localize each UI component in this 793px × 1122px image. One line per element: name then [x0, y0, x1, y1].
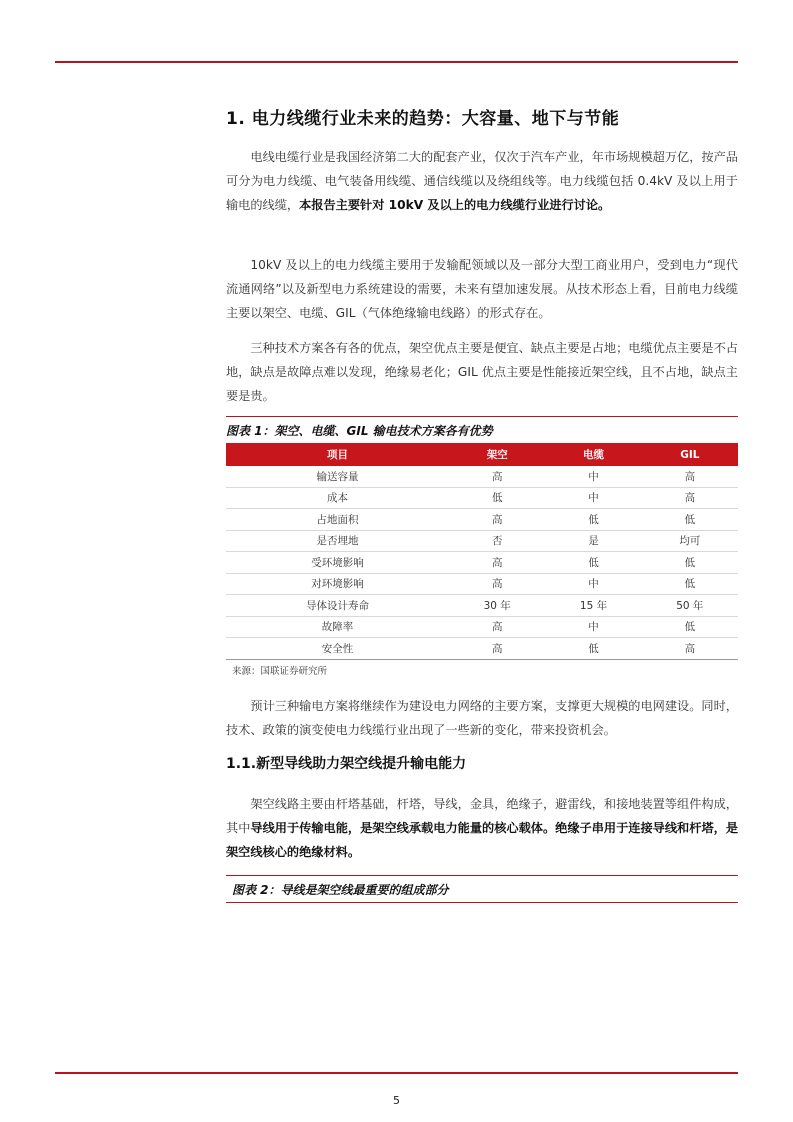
section-1-1-paragraph-1 — [226, 792, 738, 864]
table-row — [226, 487, 738, 509]
table-row — [226, 573, 738, 595]
table-cell: 高 — [449, 552, 545, 574]
table-cell: 导体设计寿命 — [226, 595, 449, 617]
table-cell: 高 — [642, 466, 738, 487]
table-cell: 50 年 — [642, 595, 738, 617]
table-cell: 否 — [449, 530, 545, 552]
table-cell: 输送容量 — [226, 466, 449, 487]
table-row — [226, 616, 738, 638]
table-header-row — [226, 443, 738, 466]
table-cell: 均可 — [642, 530, 738, 552]
table-cell: 高 — [449, 638, 545, 660]
table-cell: 低 — [545, 552, 641, 574]
table-cell: 低 — [545, 509, 641, 531]
table-row — [226, 595, 738, 617]
table-cell: 高 — [642, 487, 738, 509]
table-cell: 高 — [449, 573, 545, 595]
paragraph-emphasis: 本报告主要针对 10kV 及以上的电力线缆行业进行讨论。 — [299, 198, 611, 212]
header-cell: 项目 — [327, 449, 349, 461]
section-1-1-title: 1.1.新型导线助力架空线提升输电能力 — [226, 756, 467, 772]
table-cell: 低 — [642, 509, 738, 531]
table-row — [226, 638, 738, 660]
table-cell: 中 — [545, 573, 641, 595]
page-number: 5 — [393, 1094, 400, 1107]
section-1-title: 1. 电力线缆行业未来的趋势：大容量、地下与节能 — [226, 109, 620, 129]
table-cell: 高 — [449, 466, 545, 487]
paragraph-text: 电线电缆行业是我国经济第二大的配套产业，仅次于汽车产业，年市场规模超万亿，按产品可分为电力线缆、电气装备用线缆、通信线缆以及绕组线等。电力线缆包括 0.4kV 及以上用于输电的线缆， — [226, 150, 738, 212]
table-cell: 受环境影响 — [226, 552, 449, 574]
table-cell: 高 — [449, 509, 545, 531]
table-row — [226, 466, 738, 487]
table-cell: 中 — [545, 616, 641, 638]
table-cell: 高 — [642, 638, 738, 660]
table-cell: 15 年 — [545, 595, 641, 617]
table-cell: 占地面积 — [226, 509, 449, 531]
table-cell: 30 年 — [449, 595, 545, 617]
header-rule — [55, 61, 738, 63]
table-cell: 安全性 — [226, 638, 449, 660]
table-body — [226, 466, 738, 659]
section-1-paragraph-3: 三种技术方案各有各的优点，架空优点主要是便宜、缺点主要是占地；电缆优点主要是不占地，缺点是故障点难以发现，绝缘易老化；GIL 优点主要是性能接近架空线，且不占地，缺点主要是贵。 — [226, 341, 738, 403]
section-1-paragraph-2: 10kV 及以上的电力线缆主要用于发输配领域以及一部分大型工商业用户，受到电力“现代流通网络”以及新型电力系统建设的需要，未来有望加速发展。从技术形态上看，目前电力线缆主要以架空、电缆、GIL（气体绝缘输电线路）的形式存在。 — [226, 258, 738, 320]
table-cell: 是否埋地 — [226, 530, 449, 552]
table-row — [226, 552, 738, 574]
section-1-paragraph-1 — [226, 145, 738, 217]
table-row — [226, 509, 738, 531]
header-cell: 架空 — [486, 449, 508, 461]
table-row — [226, 530, 738, 552]
header-cell: 电缆 — [583, 449, 605, 461]
table-cell: 是 — [545, 530, 641, 552]
table-cell: 中 — [545, 487, 641, 509]
table-cell: 低 — [642, 573, 738, 595]
footer-rule — [55, 1072, 738, 1074]
figure-1-table — [226, 443, 738, 660]
table-cell: 低 — [449, 487, 545, 509]
paragraph-emphasis: 导线用于传输电能，是架空线承载电力能量的核心载体。绝缘子串用于连接导线和杆塔，是架空线核心的绝缘材料。 — [226, 821, 739, 859]
figure-2-caption-box — [226, 875, 738, 903]
table-cell: 低 — [642, 616, 738, 638]
table-cell: 低 — [642, 552, 738, 574]
table-cell: 成本 — [226, 487, 449, 509]
paragraph-text: 架空线路主要由杆塔基础，杆塔，导线，金具，绝缘子，避雷线，和接地装置等组件构成，其中 — [226, 797, 738, 835]
header-cell: GIL — [680, 448, 700, 461]
table-cell: 高 — [449, 616, 545, 638]
table-cell: 故障率 — [226, 616, 449, 638]
figure-1-title: 图表 1：架空、电缆、GIL 输电技术方案各有优势 — [226, 416, 738, 439]
table-cell: 对环境影响 — [226, 573, 449, 595]
figure-1-source: 来源：国联证券研究所 — [232, 666, 328, 677]
table-cell: 中 — [545, 466, 641, 487]
section-1-paragraph-4: 预计三种输电方案将继续作为建设电力网络的主要方案，支撑更大规模的电网建设。同时，技术、政策的演变使电力线缆行业出现了一些新的变化，带来投资机会。 — [226, 699, 738, 737]
figure-2-title: 图表 2：导线是架空线最重要的组成部分 — [232, 883, 449, 897]
table-cell: 低 — [545, 638, 641, 660]
